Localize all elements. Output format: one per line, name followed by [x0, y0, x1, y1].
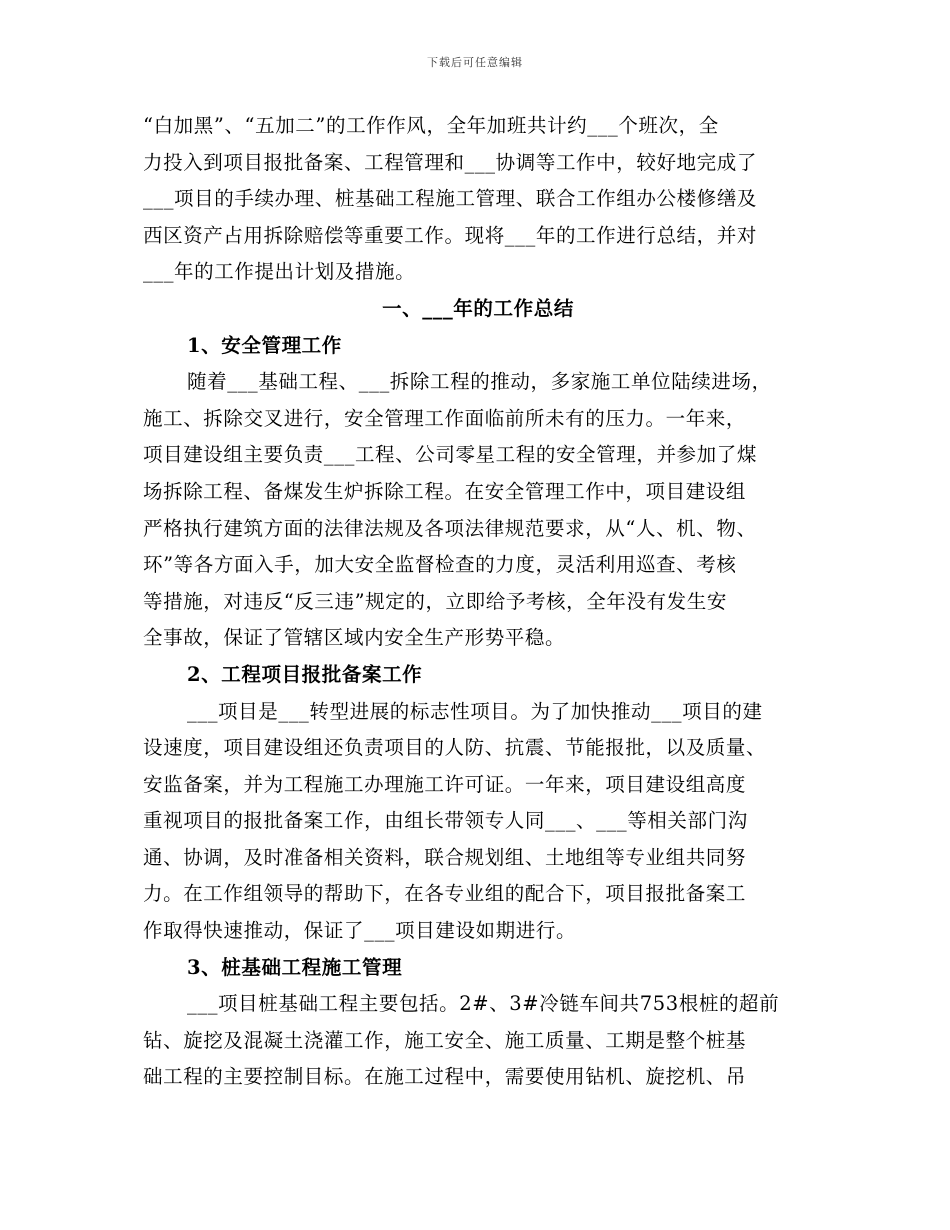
body-text-line: 严格执行建筑方面的法律法规及各项法律规范要求，从“人、机、物、 — [143, 516, 757, 540]
body-text-line: 作取得快速推动，保证了___项目建设如期进行。 — [143, 919, 577, 943]
body-text-line: ___年的工作提出计划及措施。 — [143, 260, 416, 284]
body-text-line: ___项目是___转型进展的标志性项目。为了加快推动___项目的建 — [187, 699, 763, 723]
body-text-line: 环”等各方面入手，加大安全监督检查的力度，灵活利用巡查、考核 — [143, 553, 737, 577]
body-text-line: “白加黑”、“五加二”的工作作风，全年加班共计约___个班次，全 — [143, 114, 719, 137]
section-heading: 1、安全管理工作 — [187, 333, 342, 357]
body-text-line: 钻、旋挖及混凝土浇灌工作，施工安全、施工质量、工期是整个桩基 — [143, 1028, 747, 1052]
body-text-line: 全事故，保证了管辖区域内安全生产形势平稳。 — [143, 626, 566, 650]
section-title: 一、___年的工作总结 — [382, 296, 574, 320]
body-text-line: 施工、拆除交叉进行，安全管理工作面临前所未有的压力。一年来， — [143, 406, 747, 430]
body-text-line: 力投入到项目报批备案、工程管理和___协调等工作中，较好地完成了 — [143, 150, 757, 174]
body-text-line: 随着___基础工程、___拆除工程的推动，多家施工单位陆续进场， — [187, 370, 772, 394]
body-text-line: 重视项目的报批备案工作，由组长带领专人同___、___等相关部门沟 — [143, 809, 748, 833]
body-text-line: 等措施，对违反“反三违”规定的，立即给予考核，全年没有发生安 — [143, 589, 727, 613]
body-text-line: ___项目的手续办理、桩基础工程施工管理、联合工作组办公楼修缮及 — [143, 187, 757, 211]
body-text-line: ___项目桩基础工程主要包括。2#、3#冷链车间共753根桩的超前 — [187, 992, 780, 1016]
body-text-line: 通、协调，及时准备相关资料，联合规划组、土地组等专业组共同努 — [143, 845, 747, 869]
body-text-line: 设速度，项目建设组还负责项目的人防、抗震、节能报批，以及质量、 — [143, 736, 767, 760]
body-text-line: 安监备案，并为工程施工办理施工许可证。一年来，项目建设组高度 — [143, 772, 747, 796]
section-heading: 3、桩基础工程施工管理 — [187, 955, 403, 979]
body-text-line: 项目建设组主要负责___工程、公司零星工程的安全管理，并参加了煤 — [143, 443, 757, 467]
body-text-line: 力。在工作组领导的帮助下，在各专业组的配合下，项目报批备案工 — [143, 882, 747, 906]
header-note: 下载后可任意编辑 — [427, 56, 523, 69]
section-heading: 2、工程项目报批备案工作 — [187, 662, 423, 686]
body-text-line: 础工程的主要控制目标。在施工过程中，需要使用钻机、旋挖机、吊 — [143, 1065, 747, 1089]
body-text-line: 场拆除工程、备煤发生炉拆除工程。在安全管理工作中，项目建设组 — [143, 479, 747, 503]
document-body — [143, 108, 813, 1096]
body-text-line: 西区资产占用拆除赔偿等重要工作。现将___年的工作进行总结，并对 — [143, 223, 757, 247]
